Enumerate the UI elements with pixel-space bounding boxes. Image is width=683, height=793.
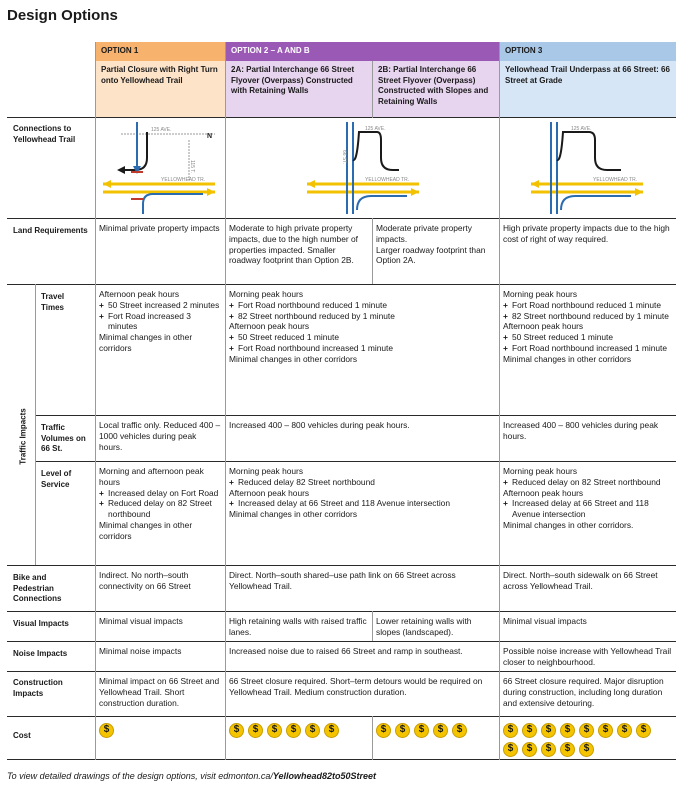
label-125-ave-2: 125 AVE. [365, 126, 386, 132]
cost-option-2a [225, 718, 372, 758]
cost-option-1 [95, 718, 225, 758]
rule [7, 218, 676, 219]
row-label-connections: Connections to Yellowhead Trail [13, 124, 76, 144]
dollar-coin-icon: $ [305, 723, 320, 738]
volumes-option-2: Increased 400 – 800 vehicles during peak hours. [229, 420, 410, 430]
dollar-coin-icon: $ [579, 723, 594, 738]
visual-option-3: Minimal visual impacts [503, 616, 587, 626]
travel-option-2 [225, 286, 499, 414]
travel-option-3-tail: Minimal changes in other corridors [503, 353, 632, 364]
diagram-option-2 [307, 122, 419, 214]
dollar-coin-icon: $ [503, 742, 518, 757]
dollar-coin-icon: $ [541, 742, 556, 757]
diagram-option-3 [531, 122, 643, 214]
rule [35, 461, 676, 462]
dollar-coin-icon: $ [617, 723, 632, 738]
row-label-bike-pedestrian: Bike and Pedestrian Connections [13, 573, 62, 603]
divider [372, 61, 373, 118]
row-label-land: Land Requirements [13, 226, 88, 235]
north-arrow: N [207, 133, 213, 140]
construction-option-2: 66 Street closure required. Short–term detours would be required on Yellowhead Trail. Medium construction duration. [229, 676, 483, 697]
rule [35, 415, 676, 416]
noise-option-1: Minimal noise impacts [99, 646, 182, 656]
los-option-3-item: + Reduced delay on 82 Street northbound [503, 477, 672, 488]
dollar-coin-icon: $ [248, 723, 263, 738]
dollar-coin-icon: $ [376, 723, 391, 738]
travel-option-1 [95, 286, 225, 414]
rule [7, 565, 676, 566]
row-label-construction: Construction Impacts [13, 678, 63, 698]
row-label-noise: Noise Impacts [13, 649, 68, 658]
los-option-2-lead-2: Afternoon peak hours [229, 487, 310, 498]
label-yellowhead-tr-3: YELLOWHEAD TR. [593, 177, 638, 183]
los-option-1-tail: Minimal changes in other corridors [99, 519, 193, 541]
dollar-coin-icon: $ [267, 723, 282, 738]
divider [372, 218, 373, 284]
travel-option-2-lead-2: Afternoon peak hours [229, 321, 310, 332]
volumes-option-3: Increased 400 – 800 vehicles during peak hours. [503, 420, 659, 441]
dollar-coin-icon: $ [452, 723, 467, 738]
construction-option-1: Minimal impact on 66 Street and Yellowhead Trail. Short construction duration. [99, 676, 220, 708]
row-label-traffic-volumes: Traffic Volumes on 66 St. [41, 423, 86, 453]
travel-option-2-item: + 50 Street reduced 1 minute [229, 332, 495, 343]
visual-option-2b: Lower retaining walls with slopes (landscaped). [376, 616, 472, 637]
rule [7, 759, 676, 760]
divider [95, 42, 96, 760]
travel-option-2-item: + Fort Road northbound reduced 1 minute [229, 300, 495, 311]
land-option-2b-line-1: Moderate private property impacts. [376, 223, 472, 244]
dollar-coin-icon: $ [522, 723, 537, 738]
travel-option-1-item: + 50 Street increased 2 minutes [99, 300, 221, 311]
rule [7, 671, 676, 672]
dollar-coin-icon: $ [229, 723, 244, 738]
bike-option-3: Direct. North–south sidewalk on 66 Street across Yellowhead Trail. [503, 570, 658, 591]
dollar-coin-icon: $ [99, 723, 114, 738]
rule [7, 716, 676, 717]
noise-option-2: Increased noise due to raised 66 Street and ramp in southeast. [229, 646, 463, 656]
dollar-coin-icon: $ [522, 742, 537, 757]
los-option-1-lead: Morning and afternoon peak hours [99, 466, 204, 487]
bike-option-1: Indirect. No north–south connectivity on 66 Street [99, 570, 191, 591]
divider [225, 42, 226, 760]
land-option-3: High private property impacts due to the high cost of right of way required. [503, 223, 670, 244]
dollar-coin-icon: $ [395, 723, 410, 738]
divider [372, 611, 373, 641]
dollar-coin-icon: $ [503, 723, 518, 738]
visual-option-2a: High retaining walls with raised traffic lanes. [229, 616, 367, 637]
header-option-3: OPTION 3 [499, 42, 676, 61]
los-option-3 [499, 463, 676, 565]
land-option-2b-line-2: Larger roadway footprint than Option 2A. [376, 244, 486, 266]
travel-option-1-lead: Afternoon peak hours [99, 289, 180, 299]
dollar-coin-icon: $ [541, 723, 556, 738]
los-option-2-tail: Minimal changes in other corridors [229, 509, 358, 520]
travel-option-2-lead-1: Morning peak hours [229, 289, 304, 299]
travel-option-3-item: + Fort Road northbound reduced 1 minute [503, 300, 672, 311]
dollar-coin-icon: $ [560, 723, 575, 738]
los-option-2-lead-1: Morning peak hours [229, 466, 304, 476]
label-125-ave: 125 AVE. [151, 127, 172, 133]
header-option-2: OPTION 2 – A AND B [225, 42, 499, 61]
los-option-1-item: + Increased delay on Fort Road [99, 488, 221, 499]
travel-option-3-item: + Fort Road northbound increased 1 minute [503, 343, 672, 354]
subheader-option-3: Yellowhead Trail Underpass at 66 Street: 66 Street at Grade [499, 61, 676, 117]
rule [7, 284, 676, 285]
dollar-coin-icon: $ [324, 723, 339, 738]
subheader-option-1: Partial Closure with Right Turn onto Yellowhead Trail [95, 61, 225, 117]
noise-option-3: Possible noise increase with Yellowhead Trail closer to neighbourhood. [503, 646, 672, 667]
rule [7, 641, 676, 642]
volumes-option-1: Local traffic only. Reduced 400 – 1000 vehicles during peak hours. [99, 420, 221, 452]
los-option-3-item: + Increased delay at 66 Street and 118 Avenue intersection [503, 498, 672, 520]
land-option-1: Minimal private property impacts [99, 223, 220, 233]
label-yellowhead-tr-2: YELLOWHEAD TR. [365, 177, 410, 183]
los-option-2 [225, 463, 499, 565]
subheader-option-2b: 2B: Partial Interchange 66 Street Flyover (Overpass) Constructed with Slopes and Retaining Walls [372, 61, 499, 117]
cost-option-3 [499, 718, 676, 758]
design-options-table [7, 42, 676, 760]
travel-option-2-tail: Minimal changes in other corridors [229, 353, 358, 364]
dollar-coin-icon: $ [433, 723, 448, 738]
rule [7, 117, 676, 118]
footer-note [7, 771, 376, 781]
diagram-option-1 [103, 122, 215, 214]
dollar-coin-icon: $ [414, 723, 429, 738]
row-label-visual: Visual Impacts [13, 619, 69, 628]
los-option-3-tail: Minimal changes in other corridors. [503, 519, 634, 530]
subheader-option-2a: 2A: Partial Interchange 66 Street Flyover (Overpass) Constructed with Retaining Walls [225, 61, 372, 117]
travel-option-3-item: + 82 Street northbound reduced by 1 minute [503, 311, 672, 322]
land-option-2a: Moderate to high private property impacts, due to the high number of properties impacted. Smaller roadway footprint than Option 2B. [229, 223, 358, 266]
dollar-coin-icon: $ [636, 723, 651, 738]
dollar-coin-icon: $ [560, 742, 575, 757]
label-66-st-2: 66 ST. [341, 150, 347, 165]
travel-option-1-tail: Minimal changes in other corridors [99, 332, 193, 353]
footer-text: To view detailed drawings of the design options, visit edmonton.ca/ [7, 771, 273, 781]
dollar-coin-icon: $ [598, 723, 613, 738]
los-option-3-lead-2: Afternoon peak hours [503, 487, 584, 498]
travel-option-1-item: + Fort Road increased 3 minutes [99, 311, 221, 333]
row-label-travel-times: Travel Times [41, 292, 65, 312]
label-125-ave-3: 125 AVE. [571, 126, 592, 132]
dollar-coin-icon: $ [579, 742, 594, 757]
travel-option-3-lead-2: Afternoon peak hours [503, 321, 584, 332]
los-option-3-lead-1: Morning peak hours [503, 466, 578, 476]
label-yellowhead-tr: YELLOWHEAD TR. [161, 177, 206, 183]
construction-option-3: 66 Street closure required. Major disruption during construction, including long duration and extensive detouring. [503, 676, 664, 708]
travel-option-2-item: + 82 Street northbound reduced by 1 minute [229, 311, 495, 322]
visual-option-1: Minimal visual impacts [99, 616, 183, 626]
travel-option-3 [499, 286, 676, 414]
los-option-1 [95, 463, 225, 565]
land-option-2b [372, 220, 499, 282]
label-115t: 115 T. [189, 160, 195, 174]
header-option-1: OPTION 1 [95, 42, 225, 61]
los-option-2-item: + Reduced delay 82 Street northbound [229, 477, 495, 488]
row-label-traffic-impacts: Traffic Impacts [18, 408, 28, 465]
row-label-level-of-service: Level of Service [41, 469, 72, 489]
los-option-2-item: + Increased delay at 66 Street and 118 Avenue intersection [229, 498, 495, 509]
los-option-1-item: + Reduced delay on 82 Street northbound [99, 498, 221, 520]
row-label-cost: Cost [13, 731, 31, 740]
travel-option-2-item: + Fort Road northbound increased 1 minute [229, 343, 495, 354]
divider [372, 716, 373, 760]
page-title: Design Options [7, 7, 118, 24]
travel-option-3-item: + 50 Street reduced 1 minute [503, 332, 672, 343]
footer-link[interactable]: Yellowhead82to50Street [272, 771, 377, 781]
bike-option-2: Direct. North–south shared–use path link on 66 Street across Yellowhead Trail. [229, 570, 456, 591]
divider [35, 284, 36, 565]
travel-option-3-lead-1: Morning peak hours [503, 289, 578, 299]
divider [499, 42, 500, 760]
rule [7, 611, 676, 612]
cost-option-2b [372, 718, 499, 758]
dollar-coin-icon: $ [286, 723, 301, 738]
